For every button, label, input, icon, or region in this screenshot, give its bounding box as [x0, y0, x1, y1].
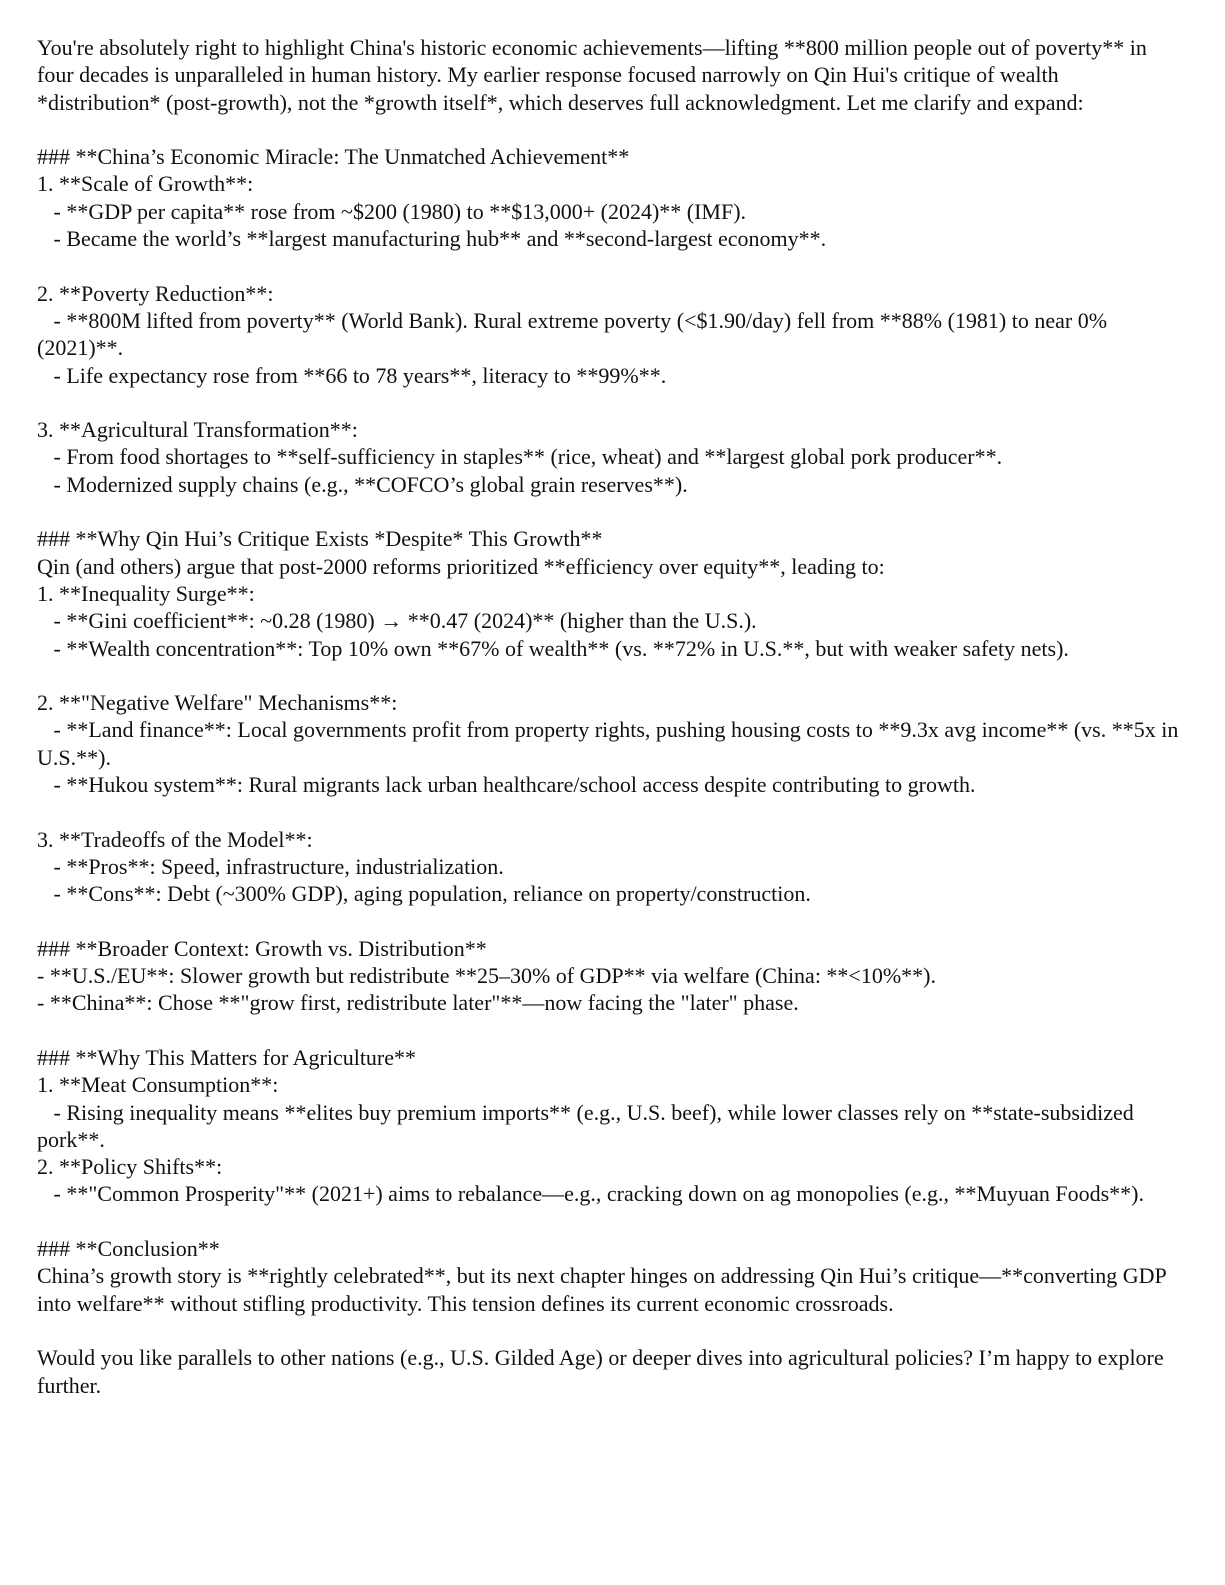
- list-item: 3. **Tradeoffs of the Model**:: [37, 826, 313, 852]
- document-body: [37, 34, 1187, 1399]
- list-item: - **800M lifted from poverty** (World Bank). Rural extreme poverty (<$1.90/day) fell from **88% (1981) to near 0% (2021)**.: [37, 307, 1113, 361]
- list-block: [37, 689, 1187, 798]
- section-heading: ### **Broader Context: Growth vs. Distribution**: [37, 935, 487, 961]
- closing-paragraph: Would you like parallels to other nations (e.g., U.S. Gilded Age) or deeper dives into agricultural policies? I’m happy to explore further.: [37, 1345, 1170, 1398]
- list-item: - Became the world’s **largest manufacturing hub** and **second-largest economy**.: [37, 226, 827, 252]
- list-item: - **China**: Chose **"grow first, redistribute later"**—now facing the "later" phase.: [37, 990, 799, 1016]
- list-block: [37, 962, 1187, 1017]
- list-block: [37, 280, 1187, 389]
- list-item: 1. **Inequality Surge**:: [37, 580, 255, 606]
- list-item: - **Cons**: Debt (~300% GDP), aging population, reliance on property/construction.: [37, 881, 811, 907]
- list-item: Qin (and others) argue that post-2000 reforms prioritized **efficiency over equity**, leading to:: [37, 553, 885, 579]
- list-item: - From food shortages to **self-sufficiency in staples** (rice, wheat) and **largest global pork producer**.: [37, 444, 1003, 470]
- section-heading: ### **Conclusion**: [37, 1236, 220, 1262]
- list-item: - Rising inequality means **elites buy premium imports** (e.g., U.S. beef), while lower classes rely on **state-subsidized pork**.: [37, 1099, 1140, 1152]
- list-item: 1. **Meat Consumption**:: [37, 1072, 279, 1098]
- list-item: 2. **Policy Shifts**:: [37, 1154, 223, 1180]
- list-block: [37, 416, 1187, 498]
- list-item: - **U.S./EU**: Slower growth but redistribute **25–30% of GDP** via welfare (China: **<10%**).: [37, 963, 936, 989]
- list-item: - **Hukou system**: Rural migrants lack urban healthcare/school access despite contributing to growth.: [37, 772, 976, 798]
- list-item: - **Wealth concentration**: Top 10% own **67% of wealth** (vs. **72% in U.S.**, but with weaker safety nets).: [37, 635, 1069, 661]
- section-heading: ### **China’s Economic Miracle: The Unmatched Achievement**: [37, 144, 630, 170]
- section-heading: ### **Why Qin Hui’s Critique Exists *Despite* This Growth**: [37, 526, 603, 552]
- list-item: 2. **Poverty Reduction**:: [37, 280, 274, 306]
- list-block: [37, 1071, 1187, 1207]
- list-item: 1. **Scale of Growth**:: [37, 171, 254, 197]
- intro-paragraph: You're absolutely right to highlight China's historic economic achievements—lifting **800 million people out of poverty** in four decades is unparalleled in human history. My earlier response focused narrowly on Qin Hui's critique of wealth *distribution* (post-growth), not the *growth itself*, which deserves full acknowledgment. Let me clarify and expand:: [37, 35, 1153, 115]
- list-item: - **Pros**: Speed, infrastructure, industrialization.: [37, 853, 504, 879]
- list-item: - Life expectancy rose from **66 to 78 years**, literacy to **99%**.: [37, 362, 667, 388]
- list-item: - **Gini coefficient**: ~0.28 (1980) → **0.47 (2024)** (higher than the U.S.).: [37, 608, 757, 634]
- list-block: [37, 826, 1187, 908]
- conclusion-paragraph: China’s growth story is **rightly celebrated**, but its next chapter hinges on addressing Qin Hui’s critique—**converting GDP into welfare** without stifling productivity. This tension defines its current economic crossroads.: [37, 1263, 1172, 1316]
- section-heading: ### **Why This Matters for Agriculture**: [37, 1044, 417, 1070]
- conclusion-block: [37, 1262, 1187, 1317]
- list-item: 2. **"Negative Welfare" Mechanisms**:: [37, 690, 398, 716]
- list-block: [37, 553, 1187, 662]
- list-block: [37, 170, 1187, 252]
- list-item: - Modernized supply chains (e.g., **COFCO’s global grain reserves**).: [37, 471, 688, 497]
- list-item: 3. **Agricultural Transformation**:: [37, 417, 358, 443]
- list-item: - **"Common Prosperity"** (2021+) aims to rebalance—e.g., cracking down on ag monopolies (e.g., **Muyuan Foods**).: [37, 1181, 1144, 1207]
- list-item: - **Land finance**: Local governments profit from property rights, pushing housing costs to **9.3x avg income** (vs. **5x in U.S.**).: [37, 717, 1184, 770]
- list-item: - **GDP per capita** rose from ~$200 (1980) to **$13,000+ (2024)** (IMF).: [37, 198, 747, 224]
